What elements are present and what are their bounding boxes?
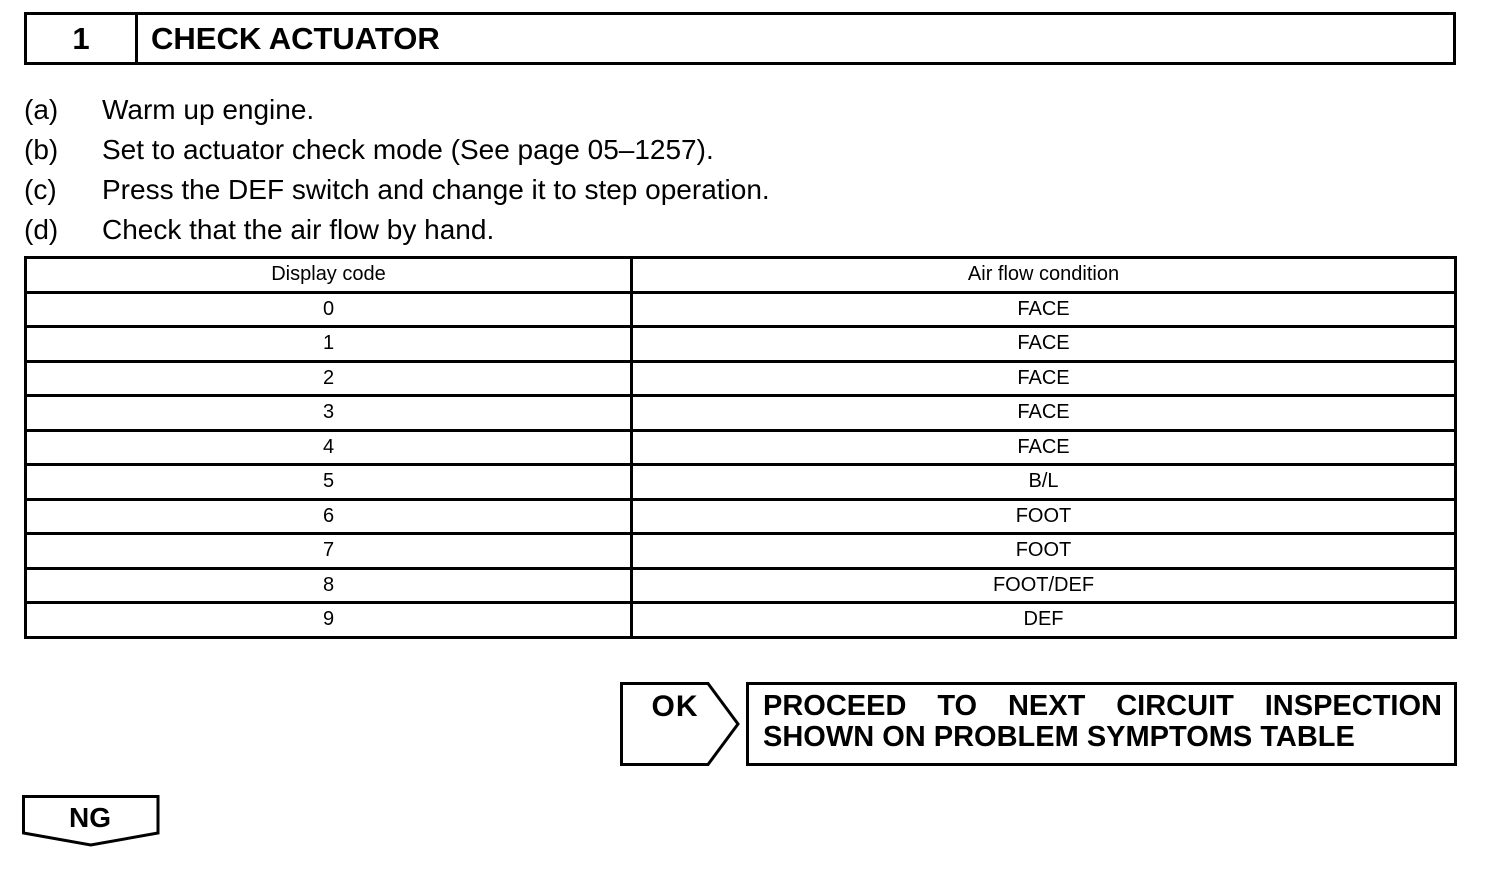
instruction-item	[24, 210, 770, 250]
air-flow-cell: FOOT/DEF	[632, 568, 1456, 603]
display-code-cell: 5	[26, 465, 632, 500]
header-air-flow-condition: Air flow condition	[632, 258, 1456, 293]
air-flow-cell: FACE	[632, 361, 1456, 396]
instruction-marker: (c)	[24, 174, 57, 205]
instruction-list	[24, 90, 770, 250]
instruction-marker: (b)	[24, 134, 59, 165]
step-title: CHECK ACTUATOR	[151, 20, 440, 56]
display-code-cell: 0	[26, 292, 632, 327]
instruction-item	[24, 90, 770, 130]
air-flow-cell: FACE	[632, 396, 1456, 431]
table-row	[26, 499, 1456, 534]
display-code-cell: 8	[26, 568, 632, 603]
table-row	[26, 568, 1456, 603]
display-code-cell: 6	[26, 499, 632, 534]
table-header-row	[26, 258, 1456, 293]
table-row	[26, 327, 1456, 362]
display-code-cell: 1	[26, 327, 632, 362]
air-flow-cell: FACE	[632, 292, 1456, 327]
step-header	[24, 12, 1456, 65]
table-row	[26, 534, 1456, 569]
instruction-item	[24, 130, 770, 170]
instruction-text: Check that the air flow by hand.	[102, 214, 495, 245]
instruction-item	[24, 170, 770, 210]
air-flow-cell: FOOT	[632, 534, 1456, 569]
ok-result-word: PROCEED	[763, 690, 907, 722]
table-row	[26, 603, 1456, 638]
table-row	[26, 292, 1456, 327]
instruction-text: Press the DEF switch and change it to step operation.	[102, 174, 770, 205]
ok-result-word: CIRCUIT	[1116, 690, 1234, 722]
display-code-cell: 3	[26, 396, 632, 431]
table-row	[26, 430, 1456, 465]
table-row	[26, 396, 1456, 431]
air-flow-cell: FACE	[632, 430, 1456, 465]
display-code-cell: 9	[26, 603, 632, 638]
ok-result-line-1	[763, 691, 1442, 722]
instruction-text: Set to actuator check mode (See page 05–1257).	[102, 134, 714, 165]
ok-label: OK	[651, 690, 699, 723]
table-row	[26, 361, 1456, 396]
step-number: 1	[27, 15, 138, 62]
display-code-cell: 2	[26, 361, 632, 396]
ok-result-box	[746, 682, 1457, 766]
display-code-cell: 4	[26, 430, 632, 465]
instruction-text: Warm up engine.	[102, 94, 315, 125]
air-flow-table	[24, 256, 1457, 639]
ok-result-line-2: SHOWN ON PROBLEM SYMPTOMS TABLE	[763, 721, 1355, 753]
air-flow-cell: B/L	[632, 465, 1456, 500]
ok-result-word: NEXT	[1007, 690, 1086, 722]
instruction-marker: (a)	[24, 94, 59, 125]
ng-label: NG	[69, 802, 111, 833]
instruction-marker: (d)	[24, 214, 59, 245]
air-flow-cell: DEF	[632, 603, 1456, 638]
ok-result-word: INSPECTION	[1264, 690, 1442, 722]
air-flow-cell: FACE	[632, 327, 1456, 362]
air-flow-cell: FOOT	[632, 499, 1456, 534]
header-display-code: Display code	[26, 258, 632, 293]
display-code-cell: 7	[26, 534, 632, 569]
table-row	[26, 465, 1456, 500]
ok-result-word: TO	[937, 690, 978, 722]
